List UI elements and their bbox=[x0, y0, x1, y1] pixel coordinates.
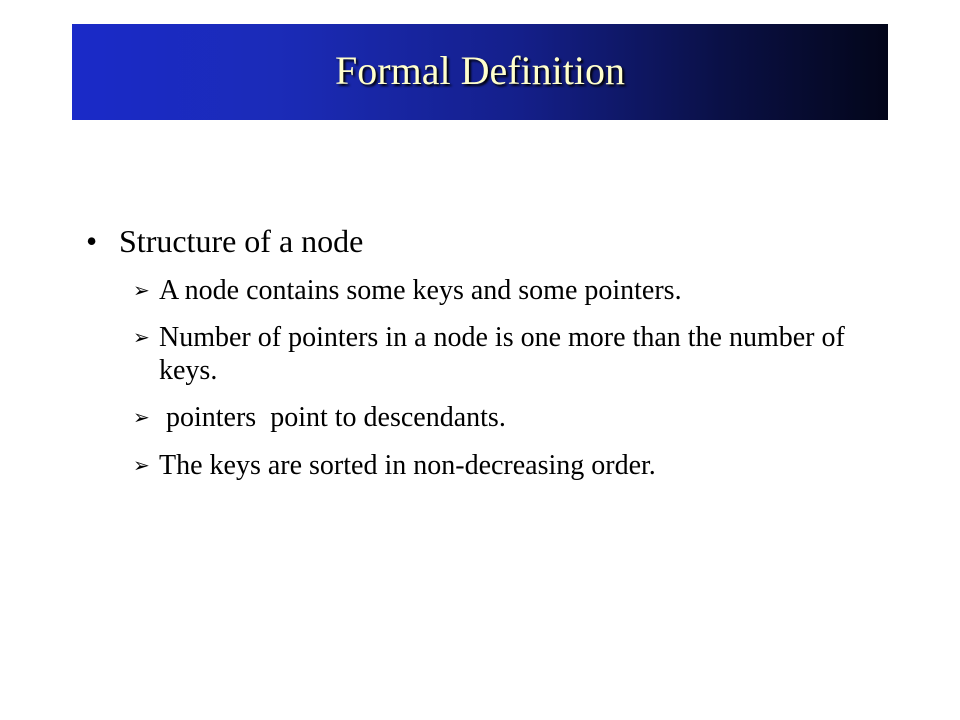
sub-bullet-text: A node contains some keys and some pointers. bbox=[159, 275, 682, 307]
sub-bullet-text: Number of pointers in a node is one more than the number of keys. bbox=[159, 322, 845, 387]
sub-bullet-item bbox=[133, 321, 886, 387]
sub-bullet-item bbox=[133, 401, 886, 434]
slide-title: Formal Definition bbox=[335, 48, 625, 93]
sub-bullet-text: pointers point to descendants. bbox=[159, 402, 506, 434]
arrow-bullet-icon: ➢ bbox=[133, 452, 150, 477]
sub-bullet-item bbox=[133, 274, 886, 307]
sub-bullet-text: The keys are sorted in non-decreasing order. bbox=[159, 449, 656, 481]
sub-bullet-item bbox=[133, 449, 886, 482]
bullet-dot-icon: • bbox=[86, 223, 98, 259]
slide-content bbox=[86, 222, 886, 496]
arrow-bullet-icon: ➢ bbox=[133, 405, 150, 430]
main-bullet-text: Structure of a node bbox=[119, 223, 364, 259]
main-bullet bbox=[86, 222, 886, 260]
sub-bullet-list bbox=[86, 274, 886, 481]
arrow-bullet-icon: ➢ bbox=[133, 278, 150, 303]
title-bar bbox=[72, 24, 888, 120]
arrow-bullet-icon: ➢ bbox=[133, 325, 150, 350]
